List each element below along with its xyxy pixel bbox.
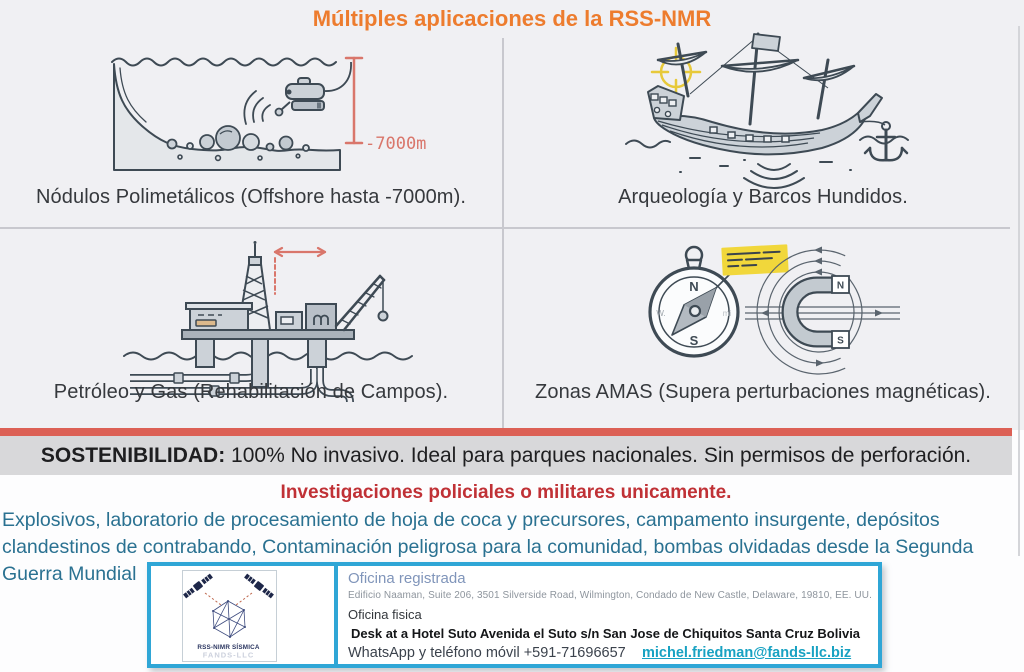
platform-deck [182, 330, 354, 339]
caption-archaeology: Arqueología y Barcos Hundidos. [618, 186, 908, 208]
compass-magnet-illustration [560, 238, 1000, 398]
physical-office-label: Oficina fisica [348, 607, 422, 622]
wireframe-polyhedron-icon [212, 600, 246, 638]
magnet-south-label: S [837, 335, 844, 347]
logo-watermark-text: FANDS-LLC [202, 650, 255, 659]
caption-oil-gas: Petróleo y Gas (Rehabilitación de Campos). [53, 381, 449, 403]
caption-nodules: Nódulos Polimetálicos (Offshore hasta -7000m). [36, 186, 466, 208]
sunken-ship-illustration [606, 28, 936, 196]
depth-marker [346, 58, 362, 143]
logo-graphic [183, 571, 274, 659]
compass-north-label: N [689, 279, 699, 294]
contact-divider [334, 566, 338, 664]
anchor-icon [865, 122, 907, 160]
satellite-icon [243, 573, 274, 599]
vertical-divider [502, 38, 504, 428]
email-link[interactable]: michel.friedman@fands-llc.biz [642, 645, 852, 661]
compass-west-label: W. [656, 309, 666, 318]
phone-row [348, 645, 872, 664]
magnet-north-label: N [836, 280, 845, 292]
crane-icon [336, 276, 388, 330]
horizontal-divider [0, 227, 1010, 229]
satellite-icon [183, 573, 214, 599]
hull [654, 113, 866, 154]
water-surface-icon [112, 59, 336, 66]
seafloor-nodules-illustration [108, 50, 444, 190]
compass-south-label: S [689, 333, 699, 348]
oil-rig-illustration [118, 232, 428, 404]
red-accent-bar [0, 428, 1012, 436]
sustainability-label: SOSTENIBILIDAD: [40, 444, 226, 467]
stern [858, 94, 882, 122]
physical-office-address: Desk at a Hotel Suto Avenida el Suto s/n San Jose de Chiquitos Santa Cruz Bolivia [351, 626, 861, 641]
sustainability-banner [0, 436, 1012, 475]
company-logo [182, 570, 277, 662]
water-left [626, 141, 670, 148]
registered-office-label: Oficina registrada [348, 570, 466, 587]
caption-amas: Zonas AMAS (Supera perturbaciones magnéticas). [535, 381, 991, 403]
logo-brand-text: RSS-NIMR SÍSMICA [197, 644, 260, 651]
registered-office-address: Edificio Naaman, Suite 206, 3501 Silverside Road, Wilmington, Condado de New Castle, Delaware, 19810, EE. UU. [348, 590, 872, 601]
rov-icon [276, 62, 352, 116]
depth-label: -7000m [365, 134, 427, 154]
sustainability-text: 100% No invasivo. Ideal para parques nacionales. Sin permisos de perforación. [225, 444, 972, 467]
police-military-notice: Investigaciones policiales o militares unicamente. [280, 482, 732, 503]
contact-card [147, 562, 882, 668]
sonar-arcs-icon [744, 164, 804, 188]
sonar-waves-icon [244, 91, 270, 124]
applications-paragraph: Explosivos, laboratorio de procesamiento de hoja de coca y precursores, campamento insurgente, depósitos clandestinos de contrabando, Contaminación peligrosa para la comunidad, bombas olvidadas desde la Segunda Guerra Mundial [2, 509, 974, 585]
galleon-icon [626, 34, 908, 188]
page-title: Múltiples aplicaciones de la RSS-NMR [312, 6, 712, 31]
measure-arrow [275, 248, 325, 294]
sand-marks [680, 158, 851, 172]
contact-details [348, 568, 872, 664]
note-icon [721, 244, 788, 275]
phone-number: WhatsApp y teléfono móvil +591-71696657 [348, 645, 626, 661]
compass-mi-label: mi [722, 309, 732, 318]
page-edge-line [1018, 26, 1020, 556]
